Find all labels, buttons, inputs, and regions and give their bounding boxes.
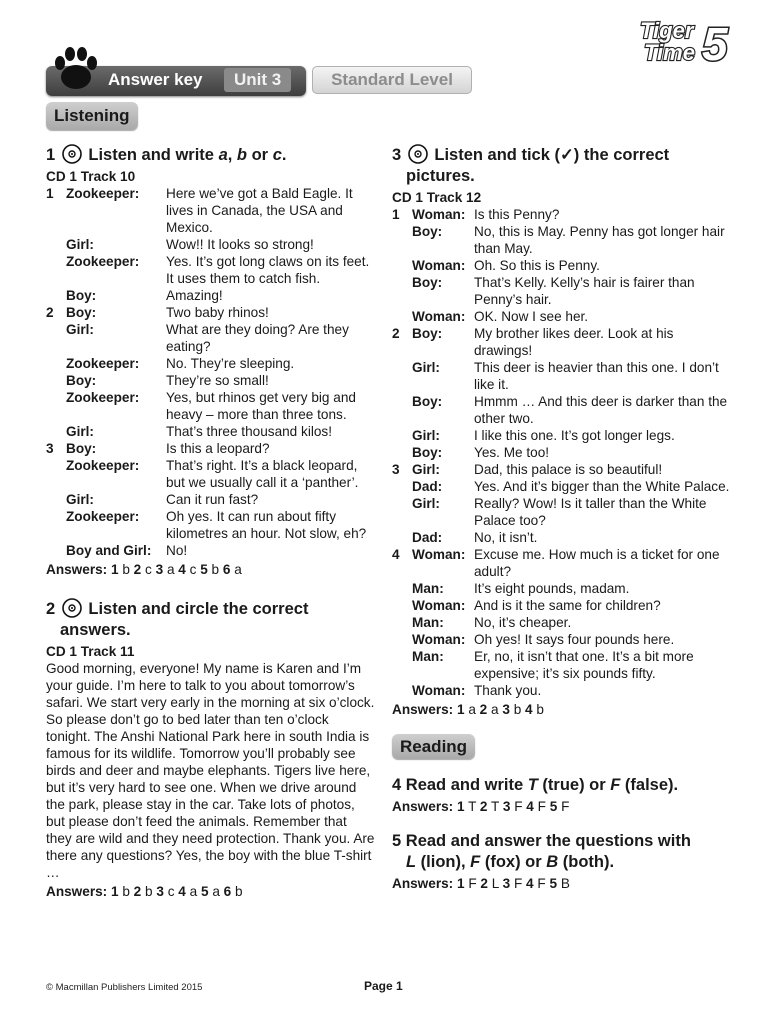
dialogue-item-number [392, 682, 408, 699]
q5-number: 5 [392, 832, 402, 850]
dialogue-line: Thank you. [474, 683, 542, 698]
answer-number: 3 [155, 562, 164, 577]
q1-sep2: or [247, 146, 273, 164]
dialogue-item-number [392, 648, 408, 682]
q4-answer-list [457, 799, 569, 814]
dialogue-line: No! [166, 543, 188, 558]
dialogue-speaker: Boy: [412, 394, 443, 409]
dialogue-speaker: Boy: [412, 326, 443, 341]
q2-title-line2: answers. [60, 621, 131, 639]
dialogue-line: I like this one. It’s got longer legs. [474, 428, 675, 443]
answer-number: 3 [502, 799, 511, 814]
dialogue-item-number [392, 444, 408, 461]
q3-title-line1: Listen and tick (✓) the correct [434, 146, 670, 164]
answer-number: 5 [200, 884, 209, 899]
dialogue-speaker: Boy: [66, 305, 97, 320]
dialogue-item-number [392, 580, 408, 597]
header-answer-key: Answer key [108, 70, 203, 89]
answer-number: 4 [525, 702, 533, 717]
answer-number: 5 [549, 799, 558, 814]
dialogue-item-number: 2 [46, 305, 54, 320]
q4-t-word: (true) or [537, 776, 611, 794]
answer-value: b [145, 884, 153, 899]
answer-value: c [145, 562, 152, 577]
dialogue-line: That’s Kelly. Kelly’s hair is fairer than Penny’s hair. [474, 275, 695, 307]
dialogue-speaker: Man: [412, 649, 444, 664]
dialogue-item-number [46, 491, 62, 508]
dialogue-line: And is it the same for children? [474, 598, 661, 613]
answer-value: a [166, 562, 175, 577]
dialogue-line: This deer is heavier than this one. I don’t like it. [474, 360, 719, 392]
dialogue-speaker: Girl: [412, 496, 440, 511]
q5-answers [392, 875, 732, 892]
dialogue-line: No, it’s cheaper. [474, 615, 572, 630]
q2-title-line1: Listen and circle the correct [88, 600, 309, 618]
dialogue-speaker: Woman: [412, 258, 466, 273]
dialogue-item-number [392, 529, 408, 546]
dialogue-speaker: Boy: [66, 373, 97, 388]
answer-value: b [536, 702, 544, 717]
dialogue-speaker: Girl: [66, 492, 94, 507]
q5-opt-f: F [470, 853, 481, 871]
dialogue-speaker: Boy: [412, 445, 443, 460]
dialogue-speaker: Boy: [412, 224, 443, 239]
answer-value: F [513, 876, 523, 891]
answer-number: 6 [222, 562, 231, 577]
q5-l-word: (lion), [416, 853, 471, 871]
section-reading: Reading [392, 734, 475, 759]
dialogue-speaker: Woman: [412, 683, 466, 698]
answer-value: T [491, 799, 500, 814]
dialogue-line: Yes. And it’s bigger than the White Palace. [474, 479, 730, 494]
answer-value: a [491, 702, 499, 717]
dialogue-speaker: Girl: [412, 428, 440, 443]
dialogue-item-number [392, 393, 408, 427]
dialogue-speaker: Girl: [66, 237, 94, 252]
dialogue-speaker: Girl: [412, 360, 440, 375]
answer-value: b [211, 562, 220, 577]
dialogue-speaker: Zookeeper: [66, 356, 140, 371]
dialogue-line: Hmmm … And this deer is darker than the other two. [474, 394, 728, 426]
dialogue-item-number [392, 257, 408, 274]
dialogue-line: Yes. It’s got long claws on its feet. It uses them to catch fish. [166, 254, 370, 286]
dialogue-speaker: Zookeeper: [66, 390, 140, 405]
dialogue-line: Amazing! [166, 288, 223, 303]
answer-value: L [491, 876, 499, 891]
answer-number: 1 [110, 562, 119, 577]
q3-answers [392, 701, 732, 718]
dialogue-item-number [46, 287, 62, 304]
q1-opt-b: b [236, 146, 248, 164]
answer-value: F [537, 876, 546, 891]
answer-value: a [212, 884, 220, 899]
dialogue-speaker: Man: [412, 581, 444, 596]
q3-dialogue [392, 206, 732, 699]
q1-number: 1 [46, 146, 56, 164]
dialogue-speaker: Man: [412, 615, 444, 630]
dialogue-speaker: Woman: [412, 207, 466, 222]
tiger-time-logo [636, 14, 736, 68]
answer-number: 4 [526, 799, 534, 814]
dialogue-line: My brother likes deer. Look at his drawings! [474, 326, 674, 358]
dialogue-line: That’s three thousand kilos! [166, 424, 332, 439]
dialogue-item-number [46, 508, 62, 542]
q3-answers-label: Answers: [392, 702, 454, 717]
cd-icon [62, 144, 82, 164]
q4-title-text: Read and write [405, 776, 528, 794]
dialogue-line: No, it isn’t. [474, 530, 538, 545]
dialogue-item-number [392, 308, 408, 325]
q5-title [392, 831, 732, 873]
answer-value: a [234, 562, 242, 577]
q1-sep1: , [227, 146, 237, 164]
cd-icon [62, 598, 82, 618]
dialogue-item-number [46, 372, 62, 389]
q3-number: 3 [392, 146, 402, 164]
q1-answers [46, 561, 376, 578]
dialogue-item-number: 4 [392, 547, 400, 562]
q5-answers-label: Answers: [392, 876, 454, 891]
section-listening: Listening [46, 102, 138, 130]
dialogue-speaker: Zookeeper: [66, 458, 140, 473]
footer-copyright: © Macmillan Publishers Limited 2015 [46, 982, 203, 993]
dialogue-speaker: Woman: [412, 547, 466, 562]
header-unit: Unit 3 [224, 68, 291, 92]
dialogue-speaker: Girl: [412, 462, 440, 477]
dialogue-item-number [392, 597, 408, 614]
dialogue-item-number [46, 321, 62, 355]
q2-number: 2 [46, 600, 56, 618]
dialogue-line: Wow!! It looks so strong! [166, 237, 314, 252]
dialogue-item-number [392, 631, 408, 648]
dialogue-line: Oh yes. It can run about fifty kilometres an hour. Not slow, eh? [166, 509, 367, 541]
q4-title [392, 775, 732, 796]
q3-track: CD 1 Track 12 [392, 190, 482, 205]
answer-value: a [189, 884, 198, 899]
dialogue-item-number [392, 274, 408, 308]
q4-number: 4 [392, 776, 402, 794]
logo-number: 5 [702, 18, 728, 68]
answer-value: T [468, 799, 477, 814]
q1-answer-list [111, 562, 242, 577]
dialogue-speaker: Woman: [412, 632, 466, 647]
dialogue-speaker: Boy: [66, 288, 97, 303]
answer-number: 4 [526, 876, 534, 891]
answer-number: 5 [200, 562, 208, 577]
answer-value: b [122, 562, 130, 577]
logo-word-time: Time [644, 40, 695, 65]
dialogue-line: Here we’ve got a Bald Eagle. It lives in Canada, the USA and Mexico. [166, 186, 353, 235]
q5-f-word: (fox) or [480, 853, 547, 871]
dialogue-item-number: 3 [46, 441, 54, 456]
q4-answers-label: Answers: [392, 799, 454, 814]
dialogue-speaker: Boy: [66, 441, 97, 456]
dialogue-speaker: Zookeeper: [66, 254, 140, 269]
dialogue-line: Oh yes! It says four pounds here. [474, 632, 675, 647]
footer-page-number: Page 1 [364, 979, 403, 993]
dialogue-line: Oh. So this is Penny. [474, 258, 600, 273]
dialogue-line: Can it run fast? [166, 492, 259, 507]
dialogue-line: Er, no, it isn’t that one. It’s a bit more expensive; it’s six pounds fifty. [474, 649, 694, 681]
dialogue-item-number: 2 [392, 326, 400, 341]
dialogue-line: Yes, but rhinos get very big and heavy – more than three tons. [166, 390, 356, 422]
dialogue-speaker: Woman: [412, 598, 466, 613]
logo-word-tiger: Tiger [640, 18, 694, 43]
q2-title [46, 598, 376, 641]
dialogue-speaker: Girl: [66, 322, 94, 337]
answer-value: F [468, 876, 477, 891]
q3-title [392, 144, 732, 187]
answer-value: b [235, 884, 243, 899]
q2-answers [46, 883, 376, 900]
answer-value: B [560, 876, 570, 891]
dialogue-line: Yes. Me too! [474, 445, 550, 460]
dialogue-line: OK. Now I see her. [474, 309, 589, 324]
q1-opt-a: a [218, 146, 228, 164]
dialogue-line: That’s right. It’s a black leopard, but we usually call it a ‘panther’. [166, 458, 359, 490]
left-column [46, 144, 376, 900]
dialogue-item-number: 3 [392, 462, 400, 477]
dialogue-item-number: 1 [46, 186, 54, 201]
dialogue-item-number [46, 542, 62, 559]
dialogue-line: Is this a leopard? [166, 441, 270, 456]
dialogue-speaker: Boy and Girl: [66, 543, 152, 558]
answer-value: F [561, 799, 570, 814]
dialogue-item-number [46, 423, 62, 440]
dialogue-line: No, this is May. Penny has got longer hair than May. [474, 224, 725, 256]
dialogue-speaker: Zookeeper: [66, 509, 140, 524]
dialogue-item-number [392, 427, 408, 444]
answer-number: 1 [110, 884, 119, 899]
dialogue-speaker: Dad: [412, 479, 443, 494]
answer-number: 2 [480, 876, 488, 891]
q1-track: CD 1 Track 10 [46, 169, 136, 184]
answer-number: 3 [502, 702, 510, 717]
q1-end: . [281, 146, 287, 164]
q2-transcript: Good morning, everyone! My name is Karen and I’m your guide. I’m here to talk to you about tomorrow’s safari. We start very early in the morning at six o’clock. So please don’t go to bed later than ten o’clock tonight. The Anshi National Park here in south India is famous for its wildlife. Tomorrow you’ll probably see birds and deer and maybe elephants. Tigers live here, but it’s very hard to see one. When we drive around the park, please stay in the car. Take lots of photos, but please don’t feed the animals. Remember that they are wild and they need protection. Thank you. Are there any questions? Yes, the boy with the blue T-shirt … [46, 661, 375, 880]
q5-title-line1: Read and answer the questions with [405, 832, 691, 850]
dialogue-item-number [46, 389, 62, 423]
q4-opt-f: F [610, 776, 621, 794]
q3-answer-list [457, 702, 544, 717]
answer-number: 2 [479, 799, 488, 814]
dialogue-item-number [46, 355, 62, 372]
dialogue-speaker: Dad: [412, 530, 443, 545]
dialogue-item-number [392, 359, 408, 393]
dialogue-item-number [392, 495, 408, 529]
q1-opt-c: c [272, 146, 282, 164]
answer-value: c [167, 884, 175, 899]
cd-icon [408, 144, 428, 164]
dialogue-line: Dad, this palace is so beautiful! [474, 462, 663, 477]
answer-number: 2 [133, 562, 142, 577]
paw-icon [52, 47, 100, 91]
q4-answers [392, 798, 732, 815]
q1-answers-label: Answers: [46, 562, 108, 577]
dialogue-speaker: Girl: [66, 424, 94, 439]
q5-answer-list [457, 876, 570, 891]
dialogue-speaker: Zookeeper: [66, 186, 140, 201]
dialogue-item-number [392, 223, 408, 257]
answer-value: c [189, 562, 197, 577]
q5-opt-l: L [406, 853, 417, 871]
answer-number: 4 [178, 884, 186, 899]
q3-title-line2: pictures. [406, 167, 475, 185]
dialogue-line: It’s eight pounds, madam. [474, 581, 630, 596]
answer-number: 5 [549, 876, 558, 891]
dialogue-speaker: Boy: [412, 275, 443, 290]
dialogue-line: Excuse me. How much is a ticket for one adult? [474, 547, 720, 579]
answer-number: 6 [223, 884, 232, 899]
answer-value: b [122, 884, 130, 899]
dialogue-item-number [392, 614, 408, 631]
answer-value: F [514, 799, 523, 814]
header-level: Standard Level [312, 66, 472, 94]
answer-number: 2 [133, 884, 142, 899]
dialogue-item-number [46, 253, 62, 287]
dialogue-line: Is this Penny? [474, 207, 560, 222]
q1-dialogue [46, 185, 376, 559]
dialogue-line: Really? Wow! Is it taller than the White Palace too? [474, 496, 707, 528]
q2-track: CD 1 Track 11 [46, 644, 135, 659]
q5-b-word: (both). [558, 853, 615, 871]
answer-value: a [468, 702, 476, 717]
right-column [392, 144, 732, 892]
q2-answers-label: Answers: [46, 884, 108, 899]
answer-number: 4 [178, 562, 186, 577]
dialogue-item-number: 1 [392, 207, 400, 222]
q4-f-word: (false). [620, 776, 679, 794]
q1-title-text: Listen and write [88, 146, 219, 164]
q5-title-line2 [392, 852, 732, 873]
dialogue-line: They’re so small! [166, 373, 269, 388]
answer-number: 2 [479, 702, 488, 717]
q4-opt-t: T [527, 776, 538, 794]
answer-number: 1 [456, 799, 465, 814]
dialogue-line: No. They’re sleeping. [166, 356, 295, 371]
answer-value: b [513, 702, 522, 717]
q1-title [46, 144, 376, 166]
answer-number: 1 [456, 876, 465, 891]
q2-answer-list [111, 884, 243, 899]
dialogue-line: What are they doing? Are they eating? [166, 322, 349, 354]
dialogue-item-number [46, 457, 62, 491]
dialogue-item-number [46, 236, 62, 253]
q5-opt-b: B [546, 853, 559, 871]
answer-value: F [537, 799, 546, 814]
answer-number: 1 [456, 702, 465, 717]
dialogue-item-number [392, 478, 408, 495]
answer-number: 3 [156, 884, 164, 899]
dialogue-line: Two baby rhinos! [166, 305, 269, 320]
dialogue-speaker: Woman: [412, 309, 466, 324]
answer-number: 3 [502, 876, 511, 891]
